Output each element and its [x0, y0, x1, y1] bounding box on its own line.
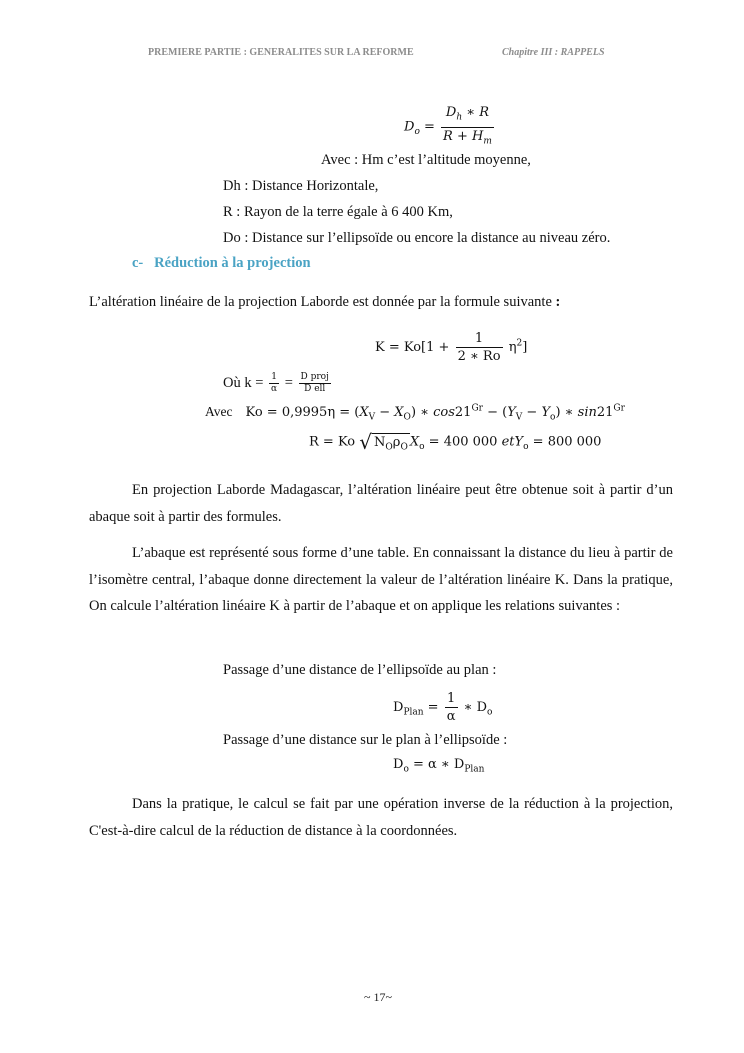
paragraph-abaque: L’abaque est représenté sous forme d’une table. En connaissant la distance du lieu à partir de l’isomètre central, l’abaque donne directement la valeur de l’altération linéaire K. Dans la pratique, On calcule l’altération linéaire K à partir de l’abaque et on applique les relations suivantes : — [89, 545, 673, 614]
definition-hm: Avec : Hm c’est l’altitude moyenne, — [321, 152, 531, 168]
formula-ko: Avec $Ko = 0,9995\eta = (X_V - X_O)$ ∗ $\cos 21^{Gr} - (Y_V - Y_o)$ ∗ $\sin 21^{Gr}$ — [205, 403, 625, 423]
sqrt-symbol: √ $N_O\rho_O$ — [359, 430, 408, 454]
paragraph-laborde: En projection Laborde Madagascar, l’altération linéaire peut être obtenue soit à partir d’un abaque soit à partir des formules. — [89, 482, 673, 525]
definition-dh: Dh : Distance Horizontale, — [223, 178, 379, 194]
formula-do: $D_o$ = $\frac{D_h ∗ R}{R + H_m}$ — [404, 105, 492, 147]
running-header-left: PREMIERE PARTIE : GENERALITES SUR LA REFORME — [148, 47, 414, 58]
paragraph-pratique: Dans la pratique, le calcul se fait par une opération inverse de la réduction à la projection, C'est-à-dire calcul de la réduction de distance à la coordonnées. — [89, 796, 673, 839]
intro-sentence: L’altération linéaire de la projection Laborde est donnée par la formule suivante : — [89, 294, 561, 310]
definition-do: Do : Distance sur l’ellipsoïde ou encore la distance au niveau zéro. — [223, 230, 611, 246]
passage-ellipsoid-to-plan: Passage d’une distance de l’ellipsoïde au plan : — [223, 662, 497, 678]
section-heading: c- Réduction à la projection — [132, 255, 311, 271]
definition-r: R : Rayon de la terre égale à 6 400 Km, — [223, 204, 453, 220]
formula-r: R = Ko √ $N_O\rho_O$ $X_o = 400$ 000 etY$_o$ = 800 000 — [309, 430, 602, 454]
passage-plan-to-ellipsoid: Passage d’une distance sur le plan à l’ellipsoïde : — [223, 732, 508, 748]
formula-dplan: $D_{Plan}$ = $\frac{1}{\alpha}$ ∗ $D_o$ — [393, 691, 493, 724]
formula-k: K = Ko[1 + $\frac{1}{2 ∗ Ro}$ $\eta^2$] — [375, 331, 528, 364]
running-header-right: Chapitre III : RAPPELS — [502, 47, 605, 58]
page-number: ~ 17~ — [364, 990, 392, 1004]
formula-do-plan: $D_o = \alpha$ ∗ $D_{Plan}$ — [393, 757, 485, 775]
formula-ou-k: Où k = $\frac{1}{\alpha}$ = $\frac{\text{D proj}}{\text{D ell}}$ — [223, 372, 329, 394]
